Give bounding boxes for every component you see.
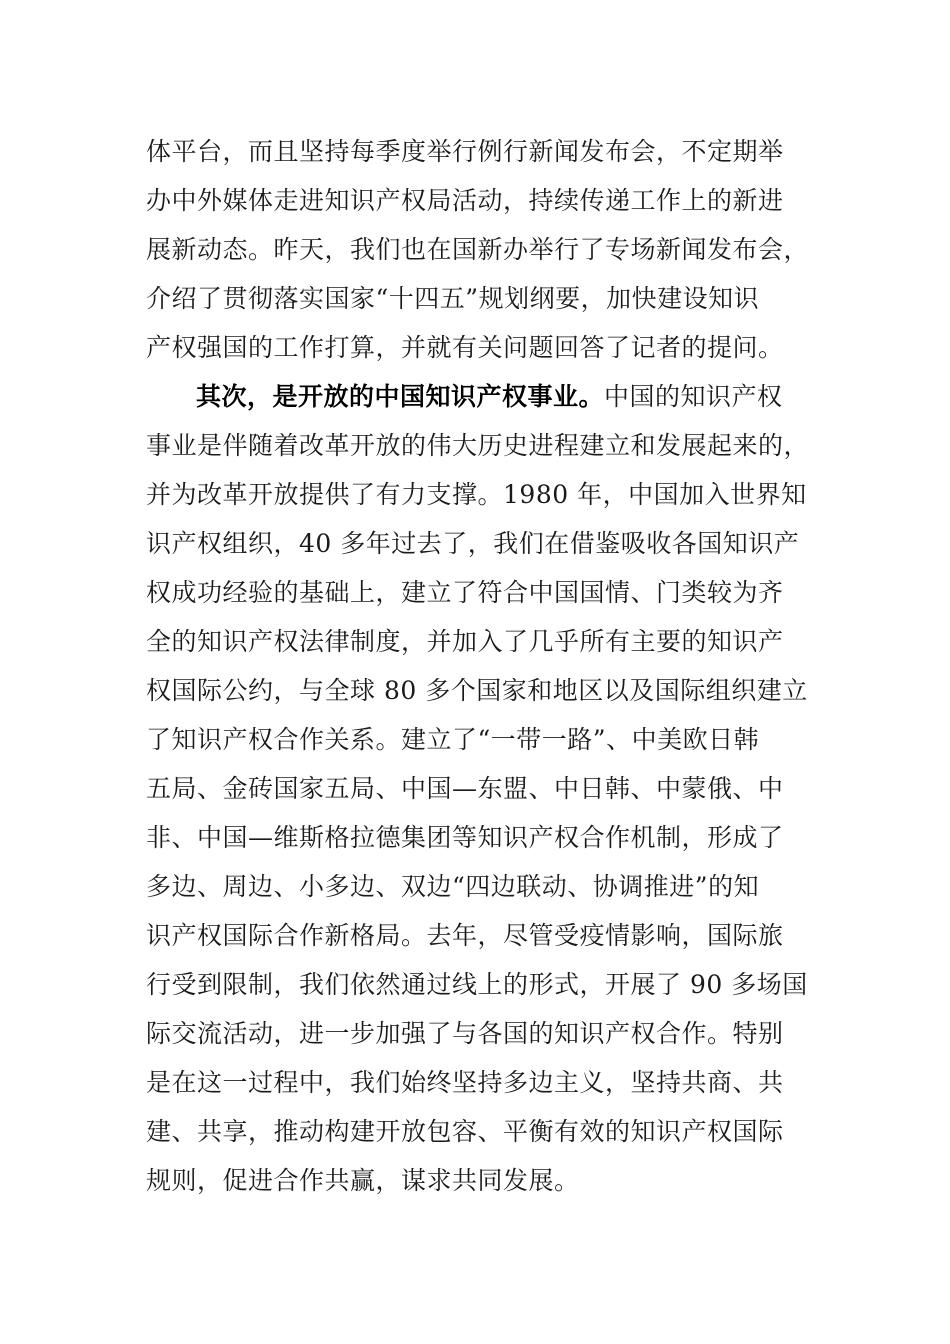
text-line: 际交流活动，进一步加强了与各国的知识产权合作。特别 [146,1019,784,1048]
paragraph-heading: 其次，是开放的中国知识产权事业。 [196,382,605,411]
text-span: 中国的知识产权 [604,382,783,411]
text-line: 介绍了贯彻落实国家“十四五”规划纲要，加快建设知识 [146,284,760,313]
text-line: 五局、金砖国家五局、中国—东盟、中日韩、中蒙俄、中 [146,774,784,803]
text-line: 体平台，而且坚持每季度举行例行新闻发布会，不定期举 [146,137,784,166]
text-line: 规则，促进合作共赢，谋求共同发展。 [146,1166,580,1195]
paragraph-first-line [146,372,806,421]
text-line: 行受到限制，我们依然通过线上的形式，开展了 90 多场国 [146,970,808,999]
paragraph-1 [146,127,810,372]
text-line: 并为改革开放提供了有力支撑。1980 年，中国加入世界知 [146,480,807,509]
text-line: 办中外媒体走进知识产权局活动，持续传递工作上的新进 [146,186,784,215]
text-line: 多边、周边、小多边、双边“四边联动、协调推进”的知 [146,872,760,901]
paragraph-2 [146,372,810,1205]
text-line: 产权强国的工作打算，并就有关问题回答了记者的提问。 [146,333,784,362]
text-line: 权成功经验的基础上，建立了符合中国国情、门类较为齐 [146,578,784,607]
text-line: 权国际公约，与全球 80 多个国家和地区以及国际组织建立 [146,676,808,705]
text-line: 建、共享，推动构建开放包容、平衡有效的知识产权国际 [146,1117,784,1146]
text-line: 事业是伴随着改革开放的伟大历史进程建立和发展起来的， [146,431,810,460]
text-line: 识产权组织，40 多年过去了，我们在借鉴吸收各国知识产 [146,529,800,558]
text-line: 识产权国际合作新格局。去年，尽管受疫情影响，国际旅 [146,921,784,950]
text-line: 了知识产权合作关系。建立了“一带一路”、中美欧日韩 [146,725,760,754]
text-line: 展新动态。昨天，我们也在国新办举行了专场新闻发布会， [146,235,810,264]
document-body [146,127,810,1205]
text-line: 全的知识产权法律制度，并加入了几乎所有主要的知识产 [146,627,784,656]
text-line: 非、中国—维斯格拉德集团等知识产权合作机制，形成了 [146,823,784,852]
text-line: 是在这一过程中，我们始终坚持多边主义，坚持共商、共 [146,1068,784,1097]
